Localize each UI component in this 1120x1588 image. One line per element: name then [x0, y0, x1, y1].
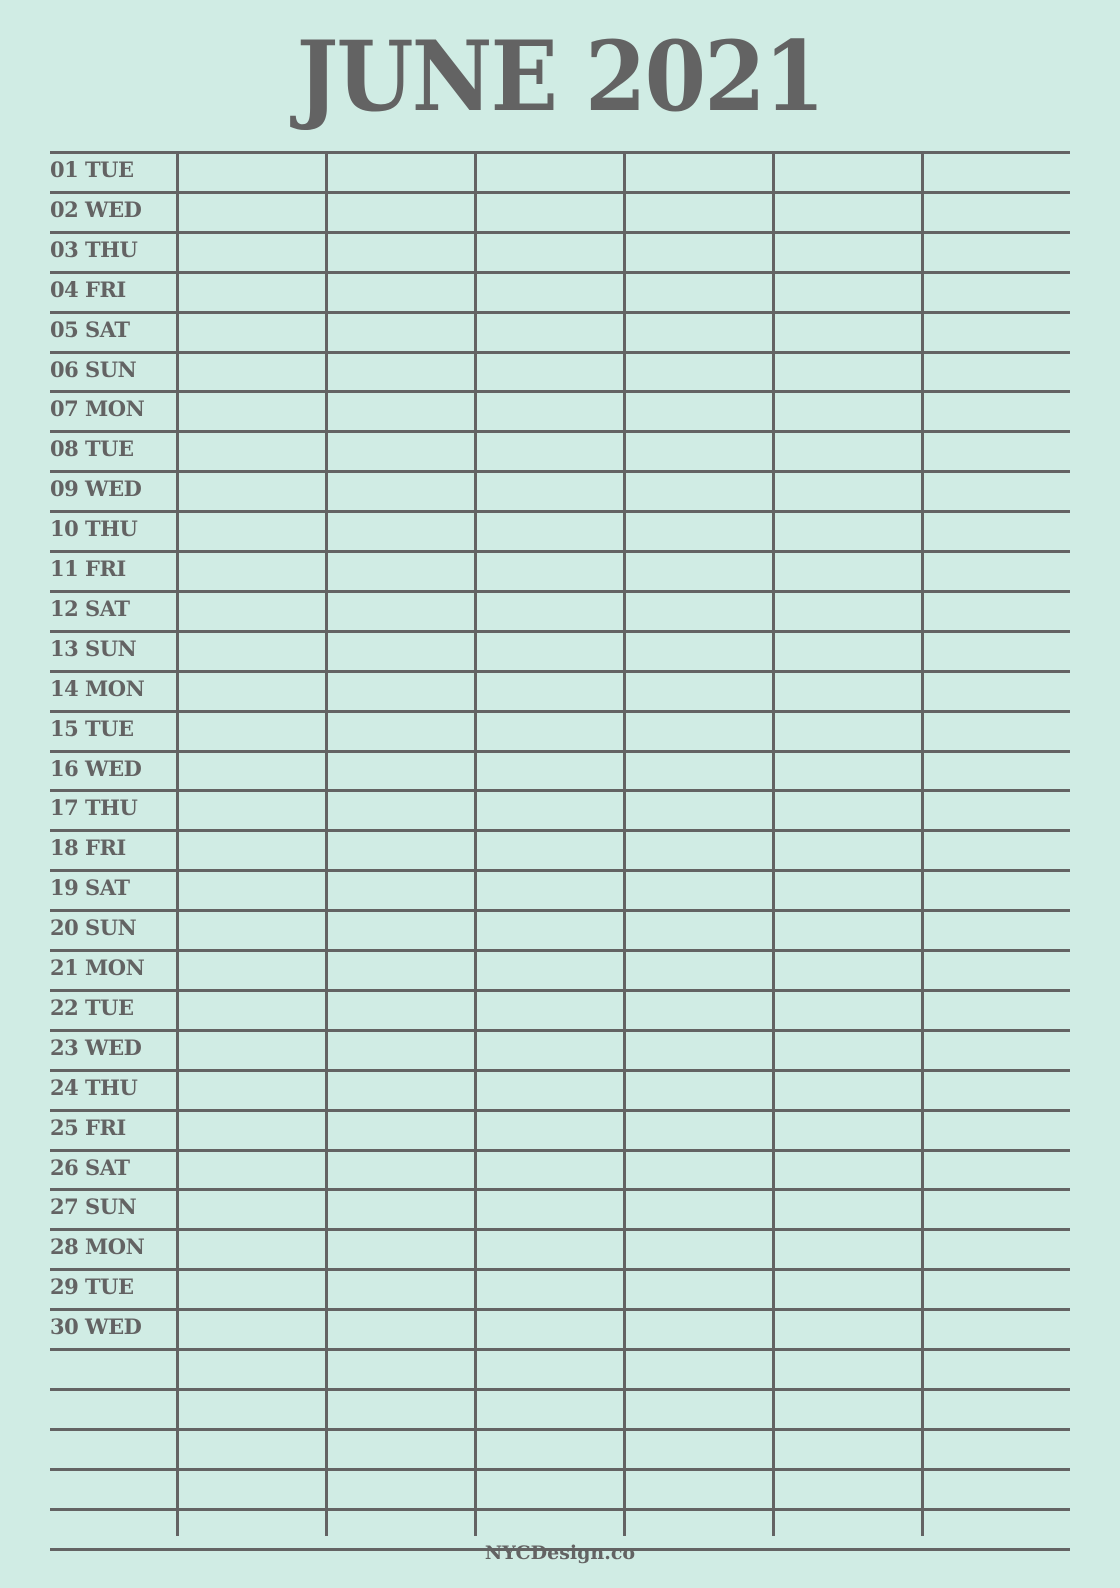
- day-label: 22 TUE: [50, 995, 134, 1020]
- day-label: 10 THU: [50, 516, 138, 541]
- row-divider: [50, 1188, 1070, 1191]
- day-label: 01 TUE: [50, 157, 134, 182]
- row-divider: [50, 351, 1070, 354]
- row-divider: [50, 430, 1070, 433]
- row-divider: [50, 311, 1070, 314]
- page-title: JUNE 2021: [296, 20, 824, 133]
- day-label: 11 FRI: [50, 556, 126, 581]
- day-label: 29 TUE: [50, 1274, 134, 1299]
- row-divider: [50, 710, 1070, 713]
- row-divider: [50, 1428, 1070, 1431]
- row-divider: [50, 1468, 1070, 1471]
- row-divider: [50, 151, 1070, 154]
- row-divider: [50, 470, 1070, 473]
- row-divider: [50, 1109, 1070, 1112]
- day-label: 25 FRI: [50, 1115, 126, 1140]
- row-divider: [50, 1029, 1070, 1032]
- day-label: 20 SUN: [50, 915, 137, 940]
- row-divider: [50, 510, 1070, 513]
- day-label: 12 SAT: [50, 596, 130, 621]
- row-divider: [50, 829, 1070, 832]
- row-divider: [50, 909, 1070, 912]
- day-label: 07 MON: [50, 396, 145, 421]
- row-divider: [50, 1308, 1070, 1311]
- row-divider: [50, 630, 1070, 633]
- day-label: 23 WED: [50, 1035, 142, 1060]
- row-divider: [50, 550, 1070, 553]
- day-label: 09 WED: [50, 476, 142, 501]
- day-label: 17 THU: [50, 795, 138, 820]
- day-label: 14 MON: [50, 676, 145, 701]
- column-divider: [623, 151, 626, 1536]
- day-label: 13 SUN: [50, 636, 137, 661]
- row-divider: [50, 1069, 1070, 1072]
- row-divider: [50, 989, 1070, 992]
- row-divider: [50, 1149, 1070, 1152]
- day-label: 27 SUN: [50, 1194, 137, 1219]
- column-divider: [176, 151, 179, 1536]
- row-divider: [50, 949, 1070, 952]
- day-label: 21 MON: [50, 955, 145, 980]
- row-divider: [50, 1508, 1070, 1511]
- row-divider: [50, 271, 1070, 274]
- row-divider: [50, 191, 1070, 194]
- day-label: 05 SAT: [50, 317, 130, 342]
- day-label: 02 WED: [50, 197, 142, 222]
- day-label: 06 SUN: [50, 357, 137, 382]
- column-divider: [772, 151, 775, 1536]
- day-label: 03 THU: [50, 237, 138, 262]
- row-divider: [50, 1348, 1070, 1351]
- day-label: 18 FRI: [50, 835, 126, 860]
- column-divider: [325, 151, 328, 1536]
- row-divider: [50, 390, 1070, 393]
- row-divider: [50, 1268, 1070, 1271]
- day-label: 30 WED: [50, 1314, 142, 1339]
- row-divider: [50, 789, 1070, 792]
- row-divider: [50, 231, 1070, 234]
- day-label: 04 FRI: [50, 277, 126, 302]
- row-divider: [50, 670, 1070, 673]
- row-divider: [50, 869, 1070, 872]
- day-label: 15 TUE: [50, 716, 134, 741]
- day-label: 28 MON: [50, 1234, 145, 1259]
- row-divider: [50, 1388, 1070, 1391]
- day-label: 24 THU: [50, 1075, 138, 1100]
- row-divider: [50, 750, 1070, 753]
- footer-credit: NYCDesign.co: [484, 1542, 636, 1564]
- day-label: 26 SAT: [50, 1155, 130, 1180]
- day-label: 08 TUE: [50, 436, 134, 461]
- day-label: 16 WED: [50, 756, 142, 781]
- day-label: 19 SAT: [50, 875, 130, 900]
- row-divider: [50, 1228, 1070, 1231]
- column-divider: [474, 151, 477, 1536]
- column-divider: [921, 151, 924, 1536]
- row-divider: [50, 590, 1070, 593]
